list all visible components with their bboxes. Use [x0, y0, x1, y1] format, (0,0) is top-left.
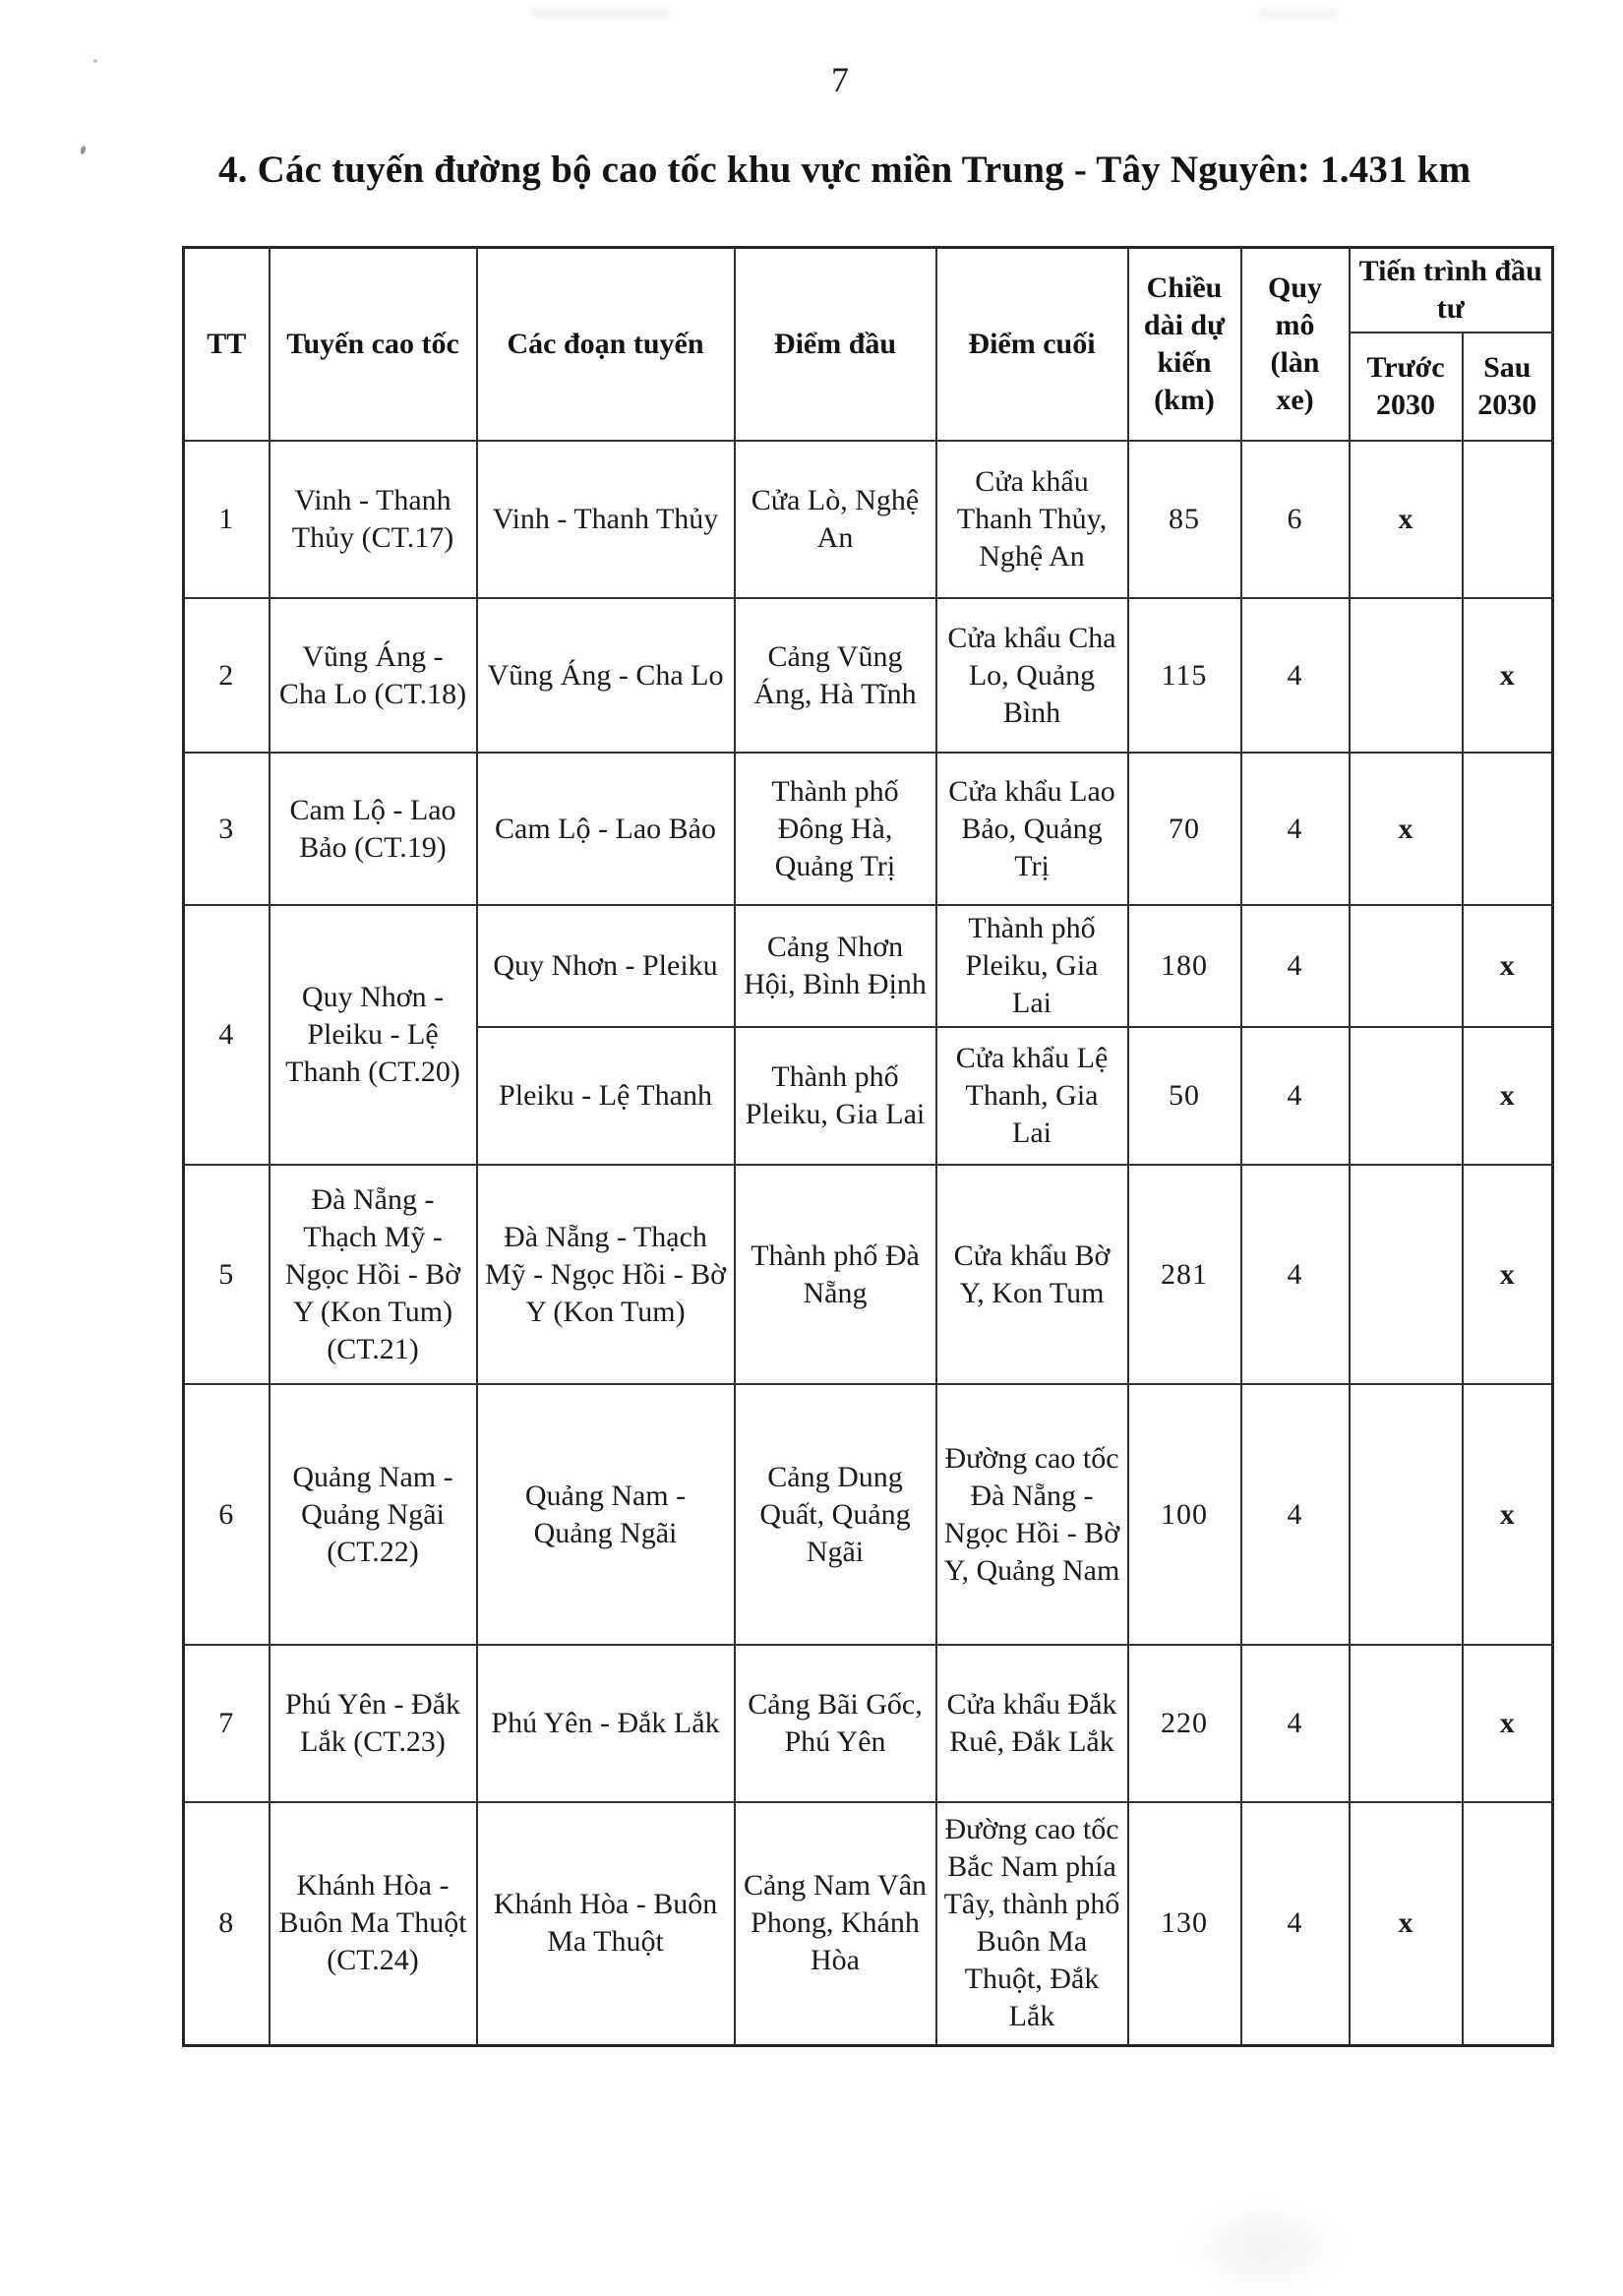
table-header-row-1	[184, 248, 1553, 333]
header-route: Tuyến cao tốc	[270, 248, 477, 442]
cell-end: Cửa khẩu Lao Bảo, Quảng Trị	[936, 753, 1128, 905]
header-segments: Các đoạn tuyến	[477, 248, 735, 442]
cell-tt: 1	[184, 441, 270, 598]
cell-after-2030: x	[1463, 1165, 1553, 1384]
table-row	[184, 598, 1553, 753]
cell-lanes: 4	[1241, 1027, 1350, 1165]
cell-after-2030	[1463, 441, 1553, 598]
cell-after-2030: x	[1463, 598, 1553, 753]
cell-end: Đường cao tốc Đà Nẵng - Ngọc Hồi - Bờ Y, Quảng Nam	[936, 1384, 1128, 1645]
scan-speck	[80, 146, 87, 155]
cell-length: 130	[1128, 1802, 1241, 2045]
cell-after-2030: x	[1463, 905, 1553, 1027]
cell-start: Thành phố Đà Nẵng	[735, 1165, 936, 1384]
cell-length: 180	[1128, 905, 1241, 1027]
header-end: Điểm cuối	[936, 248, 1128, 442]
cell-segment: Quảng Nam - Quảng Ngãi	[477, 1384, 735, 1645]
table-row	[184, 441, 1553, 598]
table-row	[184, 1384, 1553, 1645]
cell-tt: 3	[184, 753, 270, 905]
cell-start: Cảng Nhơn Hội, Bình Định	[735, 905, 936, 1027]
header-progress: Tiến trình đầu tư	[1350, 248, 1553, 333]
cell-before-2030: x	[1350, 441, 1463, 598]
cell-lanes: 4	[1241, 598, 1350, 753]
cell-length: 50	[1128, 1027, 1241, 1165]
scan-speck	[93, 59, 97, 63]
cell-segment: Pleiku - Lệ Thanh	[477, 1027, 735, 1165]
cell-after-2030: x	[1463, 1027, 1553, 1165]
cell-start: Cảng Vũng Áng, Hà Tĩnh	[735, 598, 936, 753]
cell-before-2030: x	[1350, 1802, 1463, 2045]
cell-lanes: 4	[1241, 1384, 1350, 1645]
cell-end: Cửa khẩu Cha Lo, Quảng Bình	[936, 598, 1128, 753]
cell-before-2030	[1350, 1165, 1463, 1384]
cell-tt: 5	[184, 1165, 270, 1384]
cell-tt: 2	[184, 598, 270, 753]
cell-after-2030: x	[1463, 1384, 1553, 1645]
header-start: Điểm đầu	[735, 248, 936, 442]
cell-before-2030	[1350, 598, 1463, 753]
cell-route: Phú Yên - Đắk Lắk (CT.23)	[270, 1645, 477, 1802]
cell-before-2030: x	[1350, 753, 1463, 905]
cell-after-2030: x	[1463, 1645, 1553, 1802]
cell-lanes: 4	[1241, 1165, 1350, 1384]
cell-after-2030	[1463, 753, 1553, 905]
cell-start: Cửa Lò, Nghệ An	[735, 441, 936, 598]
cell-lanes: 4	[1241, 905, 1350, 1027]
cell-segment: Khánh Hòa - Buôn Ma Thuột	[477, 1802, 735, 2045]
cell-start: Thành phố Pleiku, Gia Lai	[735, 1027, 936, 1165]
cell-before-2030	[1350, 905, 1463, 1027]
table-row	[184, 1645, 1553, 1802]
cell-start: Cảng Dung Quất, Quảng Ngãi	[735, 1384, 936, 1645]
table-row	[184, 1165, 1553, 1384]
cell-route: Đà Nẵng - Thạch Mỹ - Ngọc Hồi - Bờ Y (Kon Tum) (CT.21)	[270, 1165, 477, 1384]
header-tt: TT	[184, 248, 270, 442]
cell-length: 281	[1128, 1165, 1241, 1384]
cell-segment: Vinh - Thanh Thủy	[477, 441, 735, 598]
cell-route: Cam Lộ - Lao Bảo (CT.19)	[270, 753, 477, 905]
cell-end: Cửa khẩu Lệ Thanh, Gia Lai	[936, 1027, 1128, 1165]
header-lanes: Quy mô (làn xe)	[1241, 248, 1350, 442]
cell-end: Cửa khẩu Bờ Y, Kon Tum	[936, 1165, 1128, 1384]
table-row	[184, 1802, 1553, 2045]
cell-segment: Vũng Áng - Cha Lo	[477, 598, 735, 753]
cell-length: 115	[1128, 598, 1241, 753]
table-row	[184, 753, 1553, 905]
cell-end: Đường cao tốc Bắc Nam phía Tây, thành phố Buôn Ma Thuột, Đắk Lắk	[936, 1802, 1128, 2045]
page-number: 7	[831, 60, 849, 99]
cell-segment: Đà Nẵng - Thạch Mỹ - Ngọc Hồi - Bờ Y (Kon Tum)	[477, 1165, 735, 1384]
cell-start: Thành phố Đông Hà, Quảng Trị	[735, 753, 936, 905]
cell-lanes: 4	[1241, 1645, 1350, 1802]
cell-tt: 7	[184, 1645, 270, 1802]
cell-length: 70	[1128, 753, 1241, 905]
cell-start: Cảng Bãi Gốc, Phú Yên	[735, 1645, 936, 1802]
header-length: Chiều dài dự kiến (km)	[1128, 248, 1241, 442]
header-after-2030: Sau 2030	[1463, 332, 1553, 441]
scan-smudge	[1259, 10, 1338, 18]
cell-before-2030	[1350, 1384, 1463, 1645]
cell-end: Thành phố Pleiku, Gia Lai	[936, 905, 1128, 1027]
cell-lanes: 6	[1241, 441, 1350, 598]
cell-route: Quy Nhơn - Pleiku - Lệ Thanh (CT.20)	[270, 905, 477, 1165]
cell-end: Cửa khẩu Đắk Ruê, Đắk Lắk	[936, 1645, 1128, 1802]
cell-tt: 4	[184, 905, 270, 1165]
cell-tt: 8	[184, 1802, 270, 2045]
cell-segment: Phú Yên - Đắk Lắk	[477, 1645, 735, 1802]
table-row	[184, 905, 1553, 1027]
cell-route: Quảng Nam - Quảng Ngãi (CT.22)	[270, 1384, 477, 1645]
cell-lanes: 4	[1241, 1802, 1350, 2045]
cell-route: Vinh - Thanh Thủy (CT.17)	[270, 441, 477, 598]
cell-tt: 6	[184, 1384, 270, 1645]
scan-smudge	[531, 8, 669, 18]
cell-route: Vũng Áng - Cha Lo (CT.18)	[270, 598, 477, 753]
cell-start: Cảng Nam Vân Phong, Khánh Hòa	[735, 1802, 936, 2045]
cell-length: 220	[1128, 1645, 1241, 1802]
header-before-2030: Trước 2030	[1350, 332, 1463, 441]
cell-route: Khánh Hòa - Buôn Ma Thuột (CT.24)	[270, 1802, 477, 2045]
cell-before-2030	[1350, 1027, 1463, 1165]
expressway-table	[182, 246, 1554, 2047]
scan-smudge	[1180, 2199, 1348, 2296]
cell-length: 85	[1128, 441, 1241, 598]
section-title: 4. Các tuyến đường bộ cao tốc khu vực miền Trung - Tây Nguyên: 1.431 km	[218, 149, 1472, 191]
cell-segment: Cam Lộ - Lao Bảo	[477, 753, 735, 905]
cell-end: Cửa khẩu Thanh Thủy, Nghệ An	[936, 441, 1128, 598]
cell-segment: Quy Nhơn - Pleiku	[477, 905, 735, 1027]
cell-lanes: 4	[1241, 753, 1350, 905]
cell-after-2030	[1463, 1802, 1553, 2045]
cell-before-2030	[1350, 1645, 1463, 1802]
cell-length: 100	[1128, 1384, 1241, 1645]
